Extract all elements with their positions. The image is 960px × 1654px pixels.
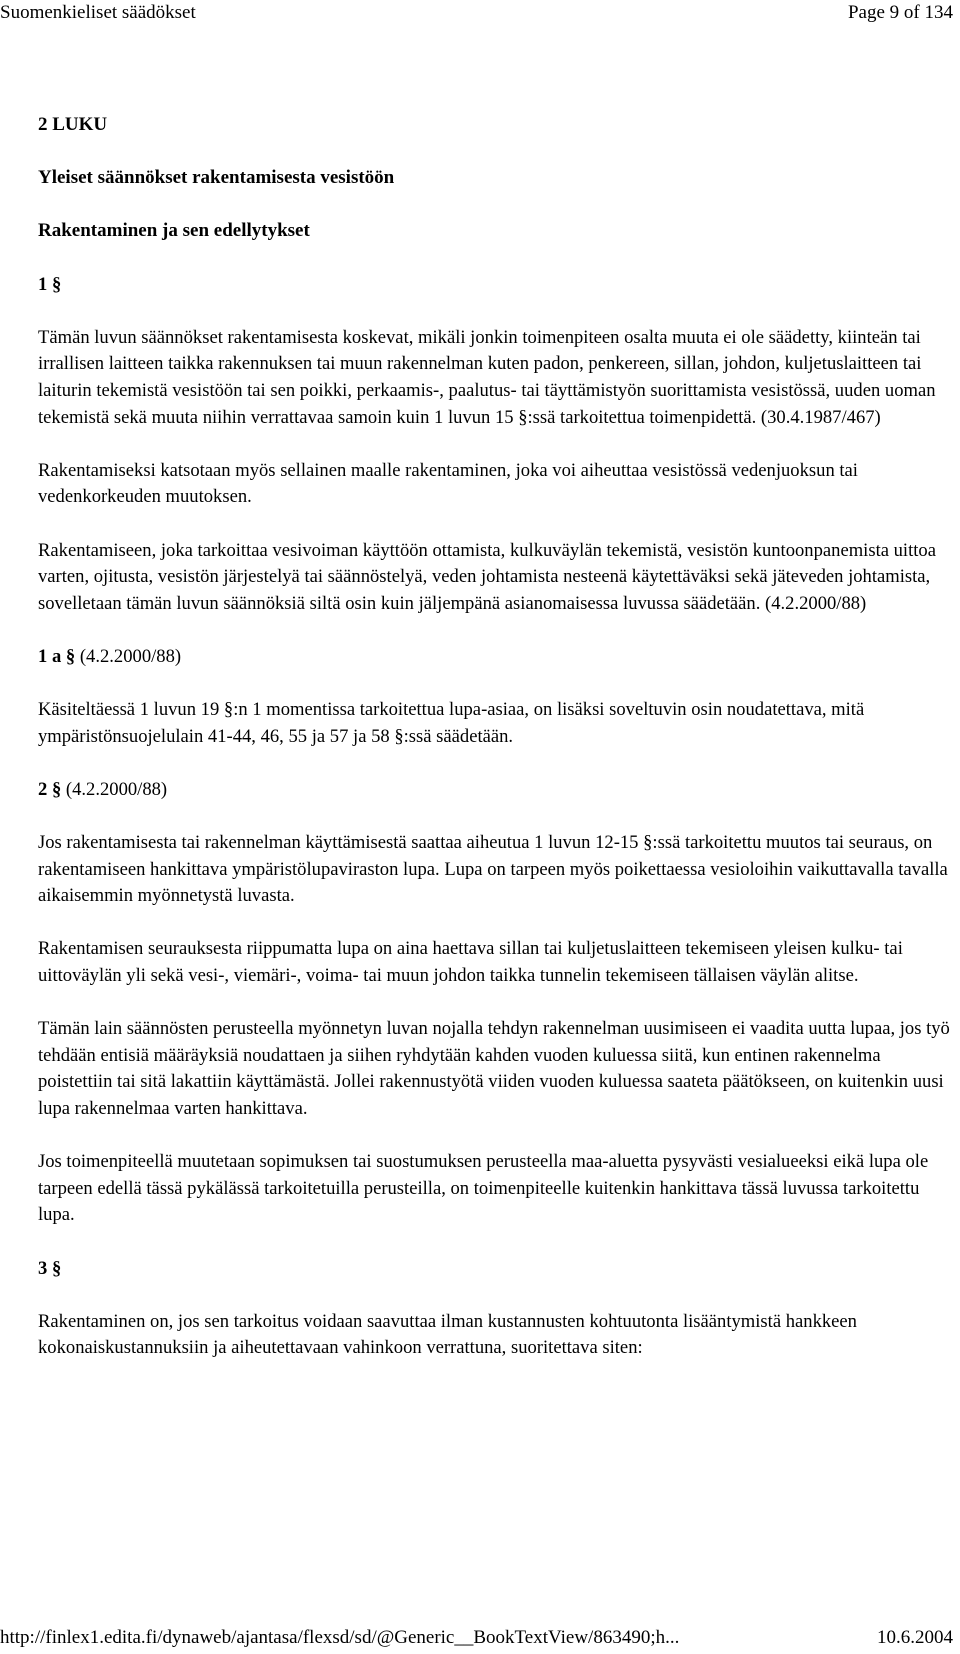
page-header [0, 0, 960, 26]
document-title: Suomenkieliset säädökset [0, 2, 196, 23]
section-number: 1 § [38, 273, 62, 295]
paragraph: Tämän lain säännösten perusteella myönnetyn luvan nojalla tehdyn rakennelman uusimiseen ei vaadita uutta lupaa, jos työ tehdään entisiä määräyksiä noudattaen ja siihen ryhdytään kahden vuoden kuluessa siitä, kun entinen rakennelma poistettiin tai sitä lakattiin käyttämästä. Jollei rakennustyötä viiden vuoden kuluessa saateta päätökseen, on kuitenkin uusi lupa rakennelmaa varten hankittava. [38, 1018, 950, 1119]
chapter-subtitle: Rakentaminen ja sen edellytykset [38, 220, 310, 242]
paragraph: Jos toimenpiteellä muutetaan sopimuksen tai suostumuksen perusteella maa-aluetta pysyvästi vesialueeksi eikä lupa ole tarpeen edellä tässä pykälässä tarkoitetuilla perusteilla, on toimenpiteelle kuitenkin hankittava tässä luvussa tarkoitettu lupa. [38, 1151, 929, 1226]
chapter-title: Yleiset säännökset rakentamisesta vesistöön [38, 167, 395, 189]
paragraph: Rakentamiseksi katsotaan myös sellainen maalle rakentaminen, joka voi aiheuttaa vesistössä vedenjuoksun tai vedenkorkeuden muutoksen. [38, 459, 858, 508]
amendment-reference: (4.2.2000/88) [79, 645, 182, 667]
chapter-label: 2 LUKU [38, 114, 108, 135]
section-heading [38, 644, 958, 671]
paragraph: Rakentamisen seurauksesta riippumatta lupa on aina haettava sillan tai kuljetuslaitteen tekemiseen yleisen kulku- tai uittoväylän yli sekä vesi-, viemäri-, voima- tai muun johdon taikka tunnelin tekemiseen tällaisen väylän alitse. [38, 938, 903, 986]
page-number: Page 9 of 134 [847, 2, 953, 23]
source-url: http://finlex1.edita.fi/dynaweb/ajantasa/flexsd/sd/@Generic__BookTextView/863490;h... [0, 1627, 680, 1648]
section-number: 2 § [38, 778, 62, 800]
section-heading [38, 272, 958, 299]
paragraph: Tämän luvun säännökset rakentamisesta koskevat, mikäli jonkin toimenpiteen osalta muuta ei ole säädetty, kiinteän tai irrallisen laitteen taikka rakennuksen tai muun rakennelman kuten padon, penkereen, sillan, johdon, kuljetuslaitteen tai laiturin tekemistä vesistöön tai sen poikki, perkaamis-, paalutus- tai täyttämistyön suorittamista vesistössä, uuden uoman tekemistä sekä muuta niihin verrattavaa samoin kuin 1 luvun 15 §:ssä tarkoitettua toimenpidettä. (30.4.1987/467) [38, 326, 936, 428]
page-footer [0, 1622, 960, 1654]
print-date: 10.6.2004 [877, 1627, 953, 1648]
paragraph: Jos rakentamisesta tai rakennelman käyttämisestä saattaa aiheutua 1 luvun 12-15 §:ssä tarkoitettu muutos tai seuraus, on rakentamiseen hankittava ympäristölupaviraston lupa. Lupa on tarpeen myös poikettaessa vesioloihin vaikuttavalla tavalla aikaisemmin myönnetystä luvasta. [38, 832, 948, 907]
amendment-reference: (4.2.2000/88) [65, 778, 168, 800]
paragraph: Rakentaminen on, jos sen tarkoitus voidaan saavuttaa ilman kustannusten kohtuutonta lisääntymistä hankkeen kokonaiskustannuksiin ja aiheutettavaan vahinkoon verrattuna, suoritettava siten: [38, 1310, 857, 1359]
paragraph: Rakentamiseen, joka tarkoittaa vesivoiman käyttöön ottamista, kulkuväylän tekemistä, vesistön kuntoonpanemista uittoa varten, ojitusta, vesistön järjestelyä tai säännöstelyä, veden johtamista nesteenä käytettäväksi sekä jäteveden johtamista, sovelletaan tämän luvun säännöksiä siltä osin kuin jäljempänä asianomaisessa luvussa säädetään. (4.2.2000/88) [38, 539, 936, 614]
section-heading [38, 777, 958, 804]
section-number: 1 a § [38, 645, 76, 667]
section-number: 3 § [38, 1257, 62, 1279]
document-body [38, 112, 958, 1389]
section-heading [38, 1256, 958, 1283]
paragraph: Käsiteltäessä 1 luvun 19 §:n 1 momentissa tarkoitettua lupa-asiaa, on lisäksi soveltuvin osin noudatettava, mitä ympäristönsuojelulain 41-44, 46, 55 ja 57 ja 58 §:ssä säädetään. [38, 699, 865, 747]
